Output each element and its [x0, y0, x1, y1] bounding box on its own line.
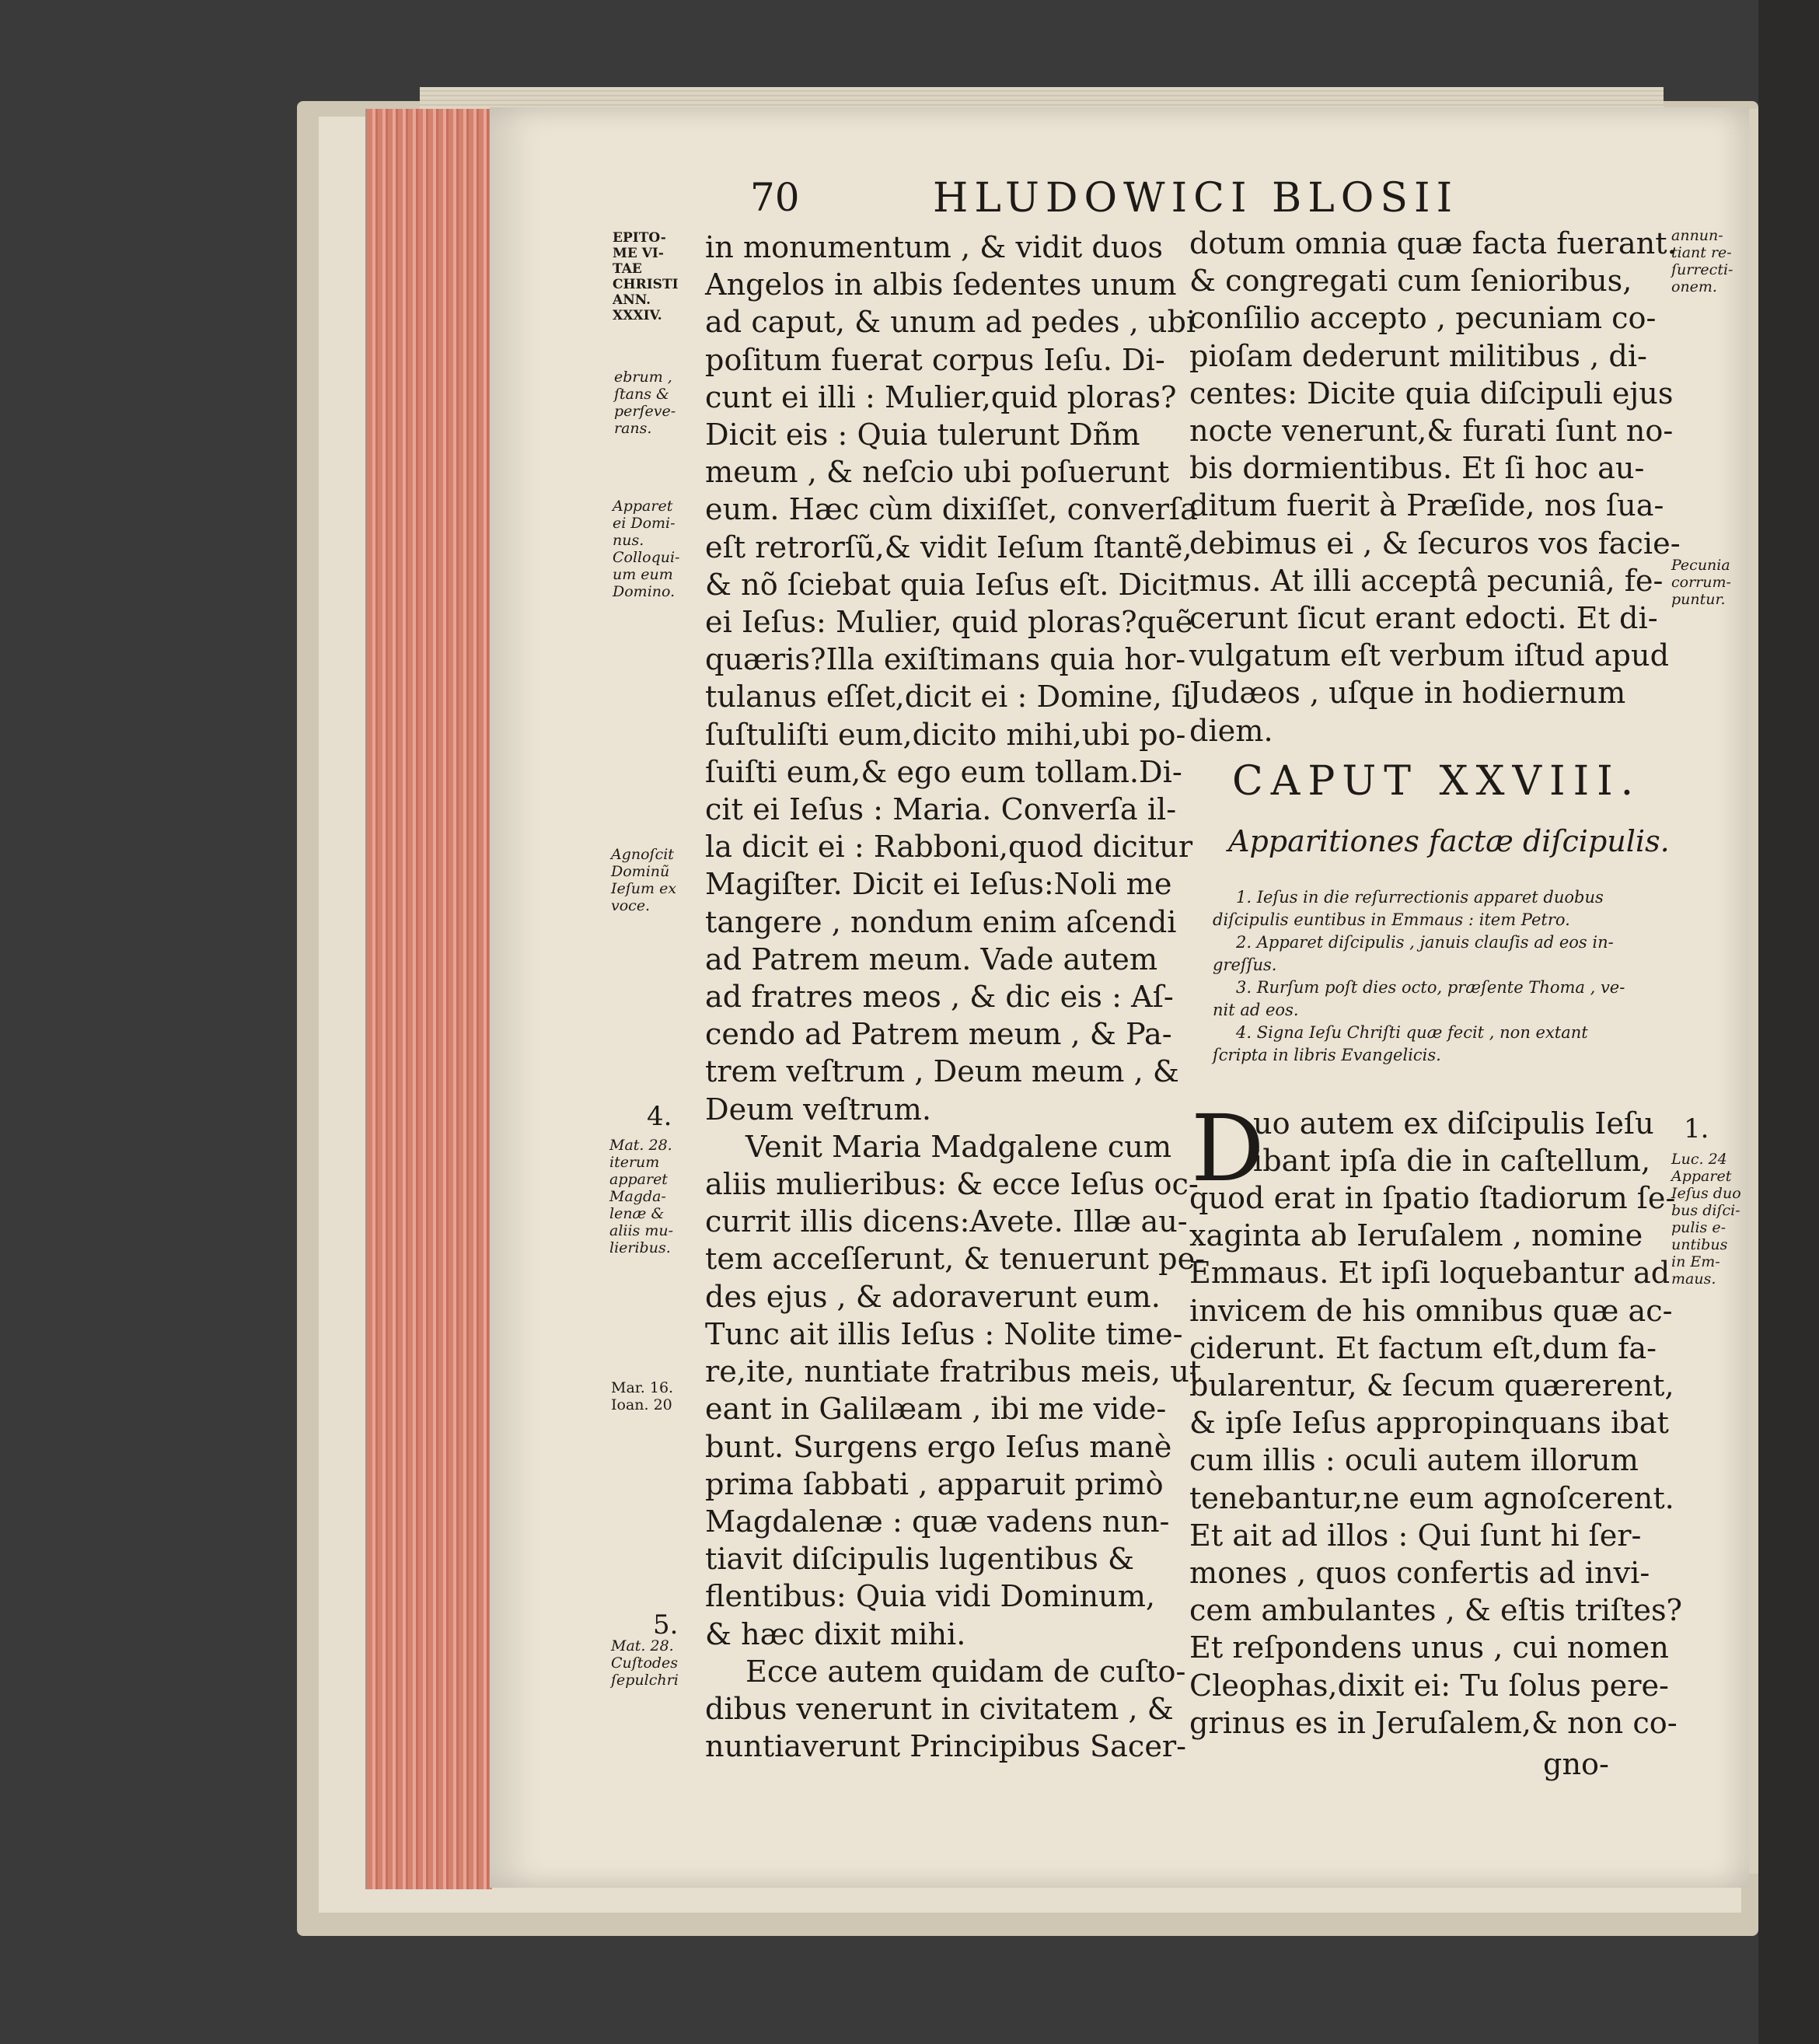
text-line: vulgatum eſt verbum iſtud apud [1189, 639, 1670, 674]
left-text-column [705, 229, 1206, 1766]
right-text-first-lines [1253, 1106, 1664, 1180]
text-line: bularentur, & ſecum quærerent, [1189, 1369, 1674, 1404]
text-line: ſuiſti eum,& ego eum tollam.Di- [705, 755, 1182, 790]
margin-note-luc24: Luc. 24 Apparet Ieſus duo bus diſci- pulis e- untibus in Em- maus. [1671, 1151, 1741, 1288]
summary-line: 3. Rurſum poſt dies octo, præſente Thoma , ve- [1236, 978, 1625, 997]
text-line: Angelos in albis ſedentes unum [705, 268, 1177, 303]
margin-note-mat28-iterum: Mat. 28. iterum apparet Magda- lenæ & aliis mu- lieribus. [609, 1137, 674, 1256]
text-line: eſt retrorſũ,& vidit Ieſum ſtantẽ, [705, 530, 1192, 565]
margin-note-pecunia: Pecunia corrum- puntur. [1671, 557, 1731, 608]
text-line: cendo ad Patrem meum , & Pa- [705, 1018, 1172, 1053]
margin-note-agnoscit: Agnoſcit Dominũ Ieſum ex voce. [611, 846, 677, 914]
text-line: diem. [1189, 714, 1273, 749]
text-line: & hæc dixit mihi. [705, 1617, 966, 1652]
right-text-column-top [1189, 225, 1681, 750]
text-line: cerunt ſicut erant edocti. Et di- [1189, 602, 1658, 637]
margin-note-apparet: Apparet ei Domi- nus. Colloqui- um eum Domino. [613, 498, 680, 600]
text-line: ibant ipſa die in caſtellum, [1253, 1144, 1651, 1179]
text-line: & congregati cum ſenioribus, [1189, 264, 1632, 299]
text-line: meum , & neſcio ubi poſuerunt [705, 456, 1170, 491]
margin-note-mar16: Mar. 16. Ioan. 20 [611, 1379, 674, 1413]
text-line: Tunc ait illis Ieſus : Nolite time- [705, 1317, 1183, 1352]
text-line: nocte venerunt,& furati ſunt no- [1189, 414, 1674, 449]
text-line: bis dormientibus. Et ſi hoc au- [1189, 452, 1645, 487]
margin-note-annuntiant: annun- tiant re- ſurrecti- onem. [1671, 227, 1733, 295]
chapter-summary [1213, 886, 1679, 1067]
text-line: grinus es in Jeruſalem,& non co- [1189, 1706, 1678, 1741]
text-line: Et reſpondens unus , cui nomen [1189, 1631, 1669, 1666]
text-line: mus. At illi acceptâ pecuniâ, fe- [1189, 564, 1664, 599]
text-line: re,ite, nuntiate fratribus meis, ut [705, 1355, 1202, 1390]
text-line: eum. Hæc cùm dixiſſet, converſa [705, 493, 1198, 528]
text-line: Venit Maria Madgalene cum [745, 1130, 1172, 1165]
text-line: Et ait ad illos : Qui ſunt hi ſer- [1189, 1518, 1642, 1553]
text-line: conſilio accepto , pecuniam co- [1189, 302, 1657, 337]
text-line: cem ambulantes , & eſtis triſtes? [1189, 1594, 1683, 1629]
text-line: mones , quos confertis ad invi- [1189, 1557, 1650, 1592]
text-line: & ipſe Ieſus appropinquans ibat [1189, 1406, 1669, 1441]
text-line: Dicit eis : Quia tulerunt Dñm [705, 418, 1140, 453]
text-line: tenebantur,ne eum agnoſcerent. [1189, 1481, 1674, 1516]
margin-note-brum: ebrum , ſtans & perſeve- rans. [614, 369, 676, 437]
text-line: ad Patrem meum. Vade autem [705, 942, 1158, 977]
text-line: xaginta ab Ieruſalem , nomine [1189, 1219, 1643, 1254]
text-line: ditum fuerit à Præſide, nos ſua- [1189, 489, 1664, 524]
text-line: pioſam dederunt militibus , di- [1189, 339, 1647, 374]
text-line: prima ſabbati , apparuit primò [705, 1467, 1164, 1502]
paragraph-number-1: 1. [1684, 1113, 1709, 1144]
summary-line: 1. Ieſus in die reſurrectionis apparet duobus [1236, 888, 1604, 907]
text-line: Emmaus. Et ipſi loquebantur ad [1189, 1256, 1671, 1291]
text-line: Deum veſtrum. [705, 1092, 932, 1127]
text-line: ad caput, & unum ad pedes , ubi [705, 306, 1196, 341]
paragraph-number-4: 4. [647, 1101, 672, 1132]
margin-note-custodes: Mat. 28. Cuſtodes ſepulchri [611, 1637, 679, 1689]
text-line: cunt ei illi : Mulier,quid ploras? [705, 380, 1177, 415]
text-line: uo autem ex diſcipulis Ieſu [1253, 1107, 1654, 1141]
text-line: ciderunt. Et factum eſt,dum fa- [1189, 1331, 1657, 1366]
text-line: tangere , nondum enim aſcendi [705, 905, 1177, 940]
text-line: eant in Galilæam , ibi me vide- [705, 1392, 1167, 1427]
text-line: des ejus , & adoraverunt eum. [705, 1280, 1161, 1315]
text-line: cum illis : oculi autem illorum [1189, 1444, 1639, 1479]
summary-line: diſcipulis euntibus in Emmaus : item Petro. [1213, 910, 1570, 929]
text-line: quæris?Illa exiſtimans quia hor- [705, 643, 1186, 678]
summary-line: 2. Apparet diſcipulis , januis clauſis ad eos in- [1236, 933, 1614, 952]
running-title: HLUDOWICI BLOSII [933, 175, 1459, 222]
text-line: bunt. Surgens ergo Ieſus manè [705, 1430, 1172, 1465]
text-line: Ecce autem quidam de cuſto- [745, 1654, 1186, 1689]
margin-note-epitome: EPITO- ME VI- TAE CHRISTI ANN. XXXIV. [613, 230, 679, 323]
summary-line: 4. Signa Ieſu Chriſti quæ fecit , non extant [1236, 1023, 1588, 1042]
text-line: ſuſtuliſti eum,dicito mihi,ubi po- [705, 718, 1186, 753]
text-line: currit illis dicens:Avete. Illæ au- [705, 1205, 1188, 1240]
page-number: 70 [750, 175, 800, 220]
backdrop [1758, 0, 1819, 2044]
text-line: ad fratres meos , & dic eis : Aſ- [705, 980, 1174, 1015]
drop-cap-letter: D [1191, 1095, 1265, 1202]
text-line: Magdalenæ : quæ vadens nun- [705, 1504, 1170, 1539]
text-line: dotum omnia quæ facta fuerant. [1189, 227, 1677, 261]
text-line: Cleophas,dixit ei: Tu ſolus pere- [1189, 1668, 1669, 1703]
right-text-column-bottom [1189, 1180, 1683, 1742]
text-line: Judæos , uſque in hodiernum [1189, 676, 1626, 711]
catchword-text: gno- [1543, 1748, 1609, 1782]
text-line: la dicit ei : Rabboni,quod dicitur [705, 830, 1193, 865]
text-line: ei Ieſus: Mulier, quid ploras?quẽ [705, 606, 1193, 641]
catchword [1543, 1746, 1609, 1784]
summary-line: greſſus. [1213, 956, 1277, 974]
text-line: dibus venerunt in civitatem , & [705, 1692, 1174, 1727]
text-line: centes: Dicite quia diſcipuli ejus [1189, 376, 1674, 411]
text-line: & nõ ſciebat quia Ieſus eſt. Dicit [705, 568, 1190, 603]
paragraph-number-5: 5. [653, 1609, 679, 1640]
text-line: in monumentum , & vidit duos [705, 231, 1163, 265]
text-line: Magiſter. Dicit ei Ieſus:Noli me [705, 868, 1172, 903]
text-line: quod erat in ſpatio ſtadiorum ſe- [1189, 1182, 1676, 1216]
text-line: tiavit diſcipulis lugentibus & [705, 1543, 1134, 1578]
chapter-subtitle: Apparitiones factæ diſcipulis. [1228, 824, 1670, 858]
text-line: invicem de his omnibus quæ ac- [1189, 1294, 1673, 1329]
text-line: tem acceſſerunt, & tenuerunt pe- [705, 1242, 1206, 1277]
text-line: flentibus: Quia vidi Dominum, [705, 1580, 1156, 1615]
text-line: cit ei Ieſus : Maria. Converſa il- [705, 793, 1177, 828]
text-line: trem veſtrum , Deum meum , & [705, 1055, 1179, 1090]
text-line: tulanus eſſet,dicit ei : Domine, ſi [705, 680, 1192, 715]
text-line: poſitum fuerat corpus Ieſu. Di- [705, 343, 1165, 378]
summary-line: nit ad eos. [1213, 1001, 1299, 1019]
chapter-heading: CAPUT XXVIII. [1232, 758, 1642, 805]
summary-line: ſcripta in libris Evangelicis. [1213, 1046, 1441, 1064]
red-page-edges [365, 109, 492, 1889]
text-line: debimus ei , & ſecuros vos facie- [1189, 526, 1681, 561]
text-line: nuntiaverunt Principibus Sacer- [705, 1730, 1187, 1765]
text-line: aliis mulieribus: & ecce Ieſus oc- [705, 1168, 1199, 1203]
